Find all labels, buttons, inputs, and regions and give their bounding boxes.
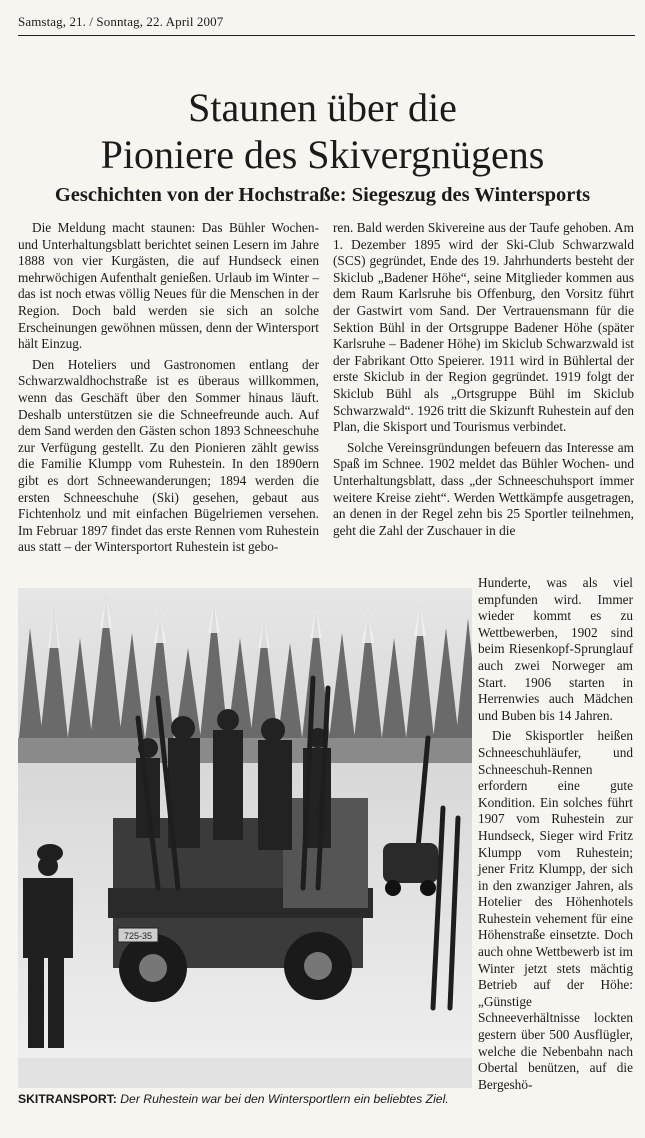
paragraph: Den Hoteliers und Gastronomen entlang der Schwarzwaldhochstraße ist es überaus willkommen, wenn das Geschäft über den Sommer hinaus läuft. Deshalb unterstützen sie die Schneefreunde auch. Auf dem Sand werden den Gästen schon 1893 Schneeschuhe zur Verfügung gestellt. Zu den Pionieren zählt gewiss die Familie Klumpp vom Ruhestein. In den 1890ern gibt es dort Schneewanderungen; 1894 werden die ersten Schneeschuhe (Ski) gesehen, gebaut aus Fichtenholz und mit einfachen Bügelriemen versehen. Im Februar 1897 findet das erste Rennen vom Ruhestein aus statt – der Wintersportort Ruhestein ist gebo-: [18, 356, 319, 555]
headline-line-1: Staunen über die: [188, 85, 457, 130]
photo-caption: [18, 1092, 472, 1107]
caption-text: Der Ruhestein war bei den Wintersportlern ein beliebtes Ziel.: [116, 1092, 449, 1106]
photo-image: [18, 588, 472, 1088]
headline-line-2: Pioniere des Skivergnügens: [100, 132, 545, 177]
paragraph: Die Meldung macht staunen: Das Bühler Wochen- und Unterhaltungsblatt berichtet seinen Lesern im Jahre 1888 von vier Kurgästen, die auf Hundseck einen mehrwöchigen Aufenthalt genießen. Urlaub im Winter – das ist noch etwas völlig Neues für die Menschen in der Region. Doch bald werden sie sich an solche Erscheinungen gewöhnen müssen, denn der Wintersport hält Einzug.: [18, 220, 319, 352]
license-plate: 725-35: [123, 931, 153, 941]
news-photo: [18, 588, 472, 1088]
header-rule: [18, 35, 635, 36]
dateline: Samstag, 21. / Sonntag, 22. April 2007: [18, 14, 224, 29]
paragraph: Solche Vereinsgründungen befeuern das Interesse am Spaß im Schnee. 1902 meldet das Bühler Wochen- und Unterhaltungsblatt, dass „der Schneeschuhsport immer weitere Kreise zieht“. Werden Wettkämpfe ausgetragen, an denen in der Regel zehn bis 25 Sportler teilnehmen, geht die Zahl der Zuschauer in die: [333, 439, 634, 538]
paragraph: Hunderte, was als viel empfunden wird. Immer wieder kommt es zu Wettbewerben, 1902 sind beim Riesenkopf-Sprunglauf auch zwei Norweger am Start. 1906 starten in Herrenwies auch Mädchen und Buben bis 14 Jahren.: [478, 575, 633, 723]
headline: [20, 84, 625, 178]
article-column-1: [18, 220, 319, 556]
subheadline: Geschichten von der Hochstraße: Siegeszug des Wintersports: [54, 184, 591, 206]
caption-label: SKITRANSPORT:: [18, 1092, 117, 1106]
article-column-2: [333, 220, 634, 539]
article-column-3: [478, 575, 633, 1093]
paragraph: ren. Bald werden Skivereine aus der Taufe gehoben. Am 1. Dezember 1895 wird der Ski-Club Schwarzwald (SCS) gegründet, Ende des 19. Jahrhunderts besteht der Skiclub „Badener Höhe“, seine Mitglieder kommen aus dem Raum Karlsruhe bis Offenburg, den Vorsitz führt der Gastwirt vom Sand. Der Vertrauensmann für die Sektion Bühl in der Ortsgruppe Badener Höhe (später Karlsruhe – Badener Höhe) im Skiclub Schwarzwald ist der Fabrikant Otto Speierer. 1911 wird in Bühlertal der erste Skiclub in der Region gegründet. 1919 folgt der Skiclub Bühl als „Ortsgruppe Bühl im Skiclub Schwarzwald“. 1926 tritt die Skizunft Ruhestein auf den Plan, die Skisport und Tourismus verbindet.: [333, 220, 634, 435]
paragraph: Die Skisportler heißen Schneeschuhläufer, und Schneeschuh-Rennen erfordern eine gute Kondition. Ein solches führt 1907 vom Ruhestein zur Hundseck, Sieger wird Fritz Klumpp vom Ruhestein; jener Fritz Klumpp, der sich in den zwanziger Jahren, als Hotelier des Höhenhotels Ruhestein vehement für eine Höhenstraße einsetzte. Doch auch ohne Wettbewerb ist im Winter jetzt stets mächtig Betrieb auf der Höhe: „Günstige Schneeverhältnisse lockten gestern über 500 Ausflügler, welche die Nebenbahn nach Obertal benützen, auf die Bergeshö-: [478, 728, 633, 1092]
